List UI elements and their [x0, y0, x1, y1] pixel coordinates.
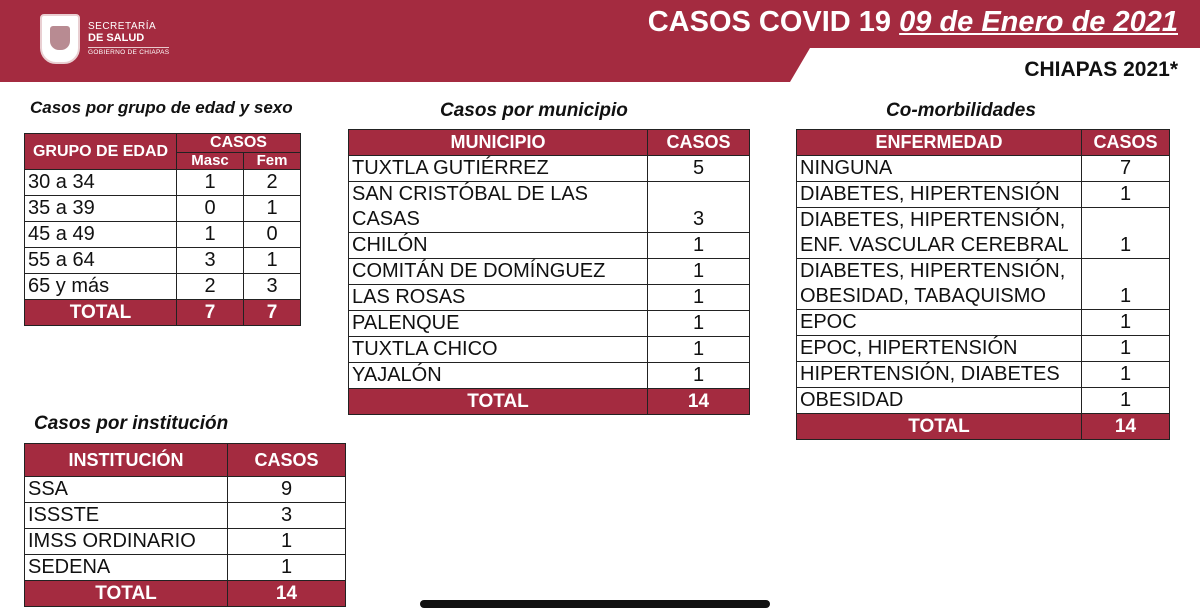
cases-cell: 1: [1082, 310, 1170, 336]
masc-cell: 1: [177, 222, 244, 248]
cases-cell: 1: [1082, 362, 1170, 388]
total-row: [797, 414, 1170, 440]
municipio-header: MUNICIPIO: [349, 130, 648, 156]
enfermedad-cell: OBESIDAD: [797, 388, 1082, 414]
table-row: [25, 274, 301, 300]
age-group-cell: 65 y más: [25, 274, 177, 300]
municipio-cell: CHILÓN: [349, 233, 648, 259]
enfermedad-cell: DIABETES, HIPERTENSIÓN, ENF. VASCULAR CEREBRAL: [797, 208, 1082, 259]
fem-cell: 0: [244, 222, 301, 248]
masc-cell: 0: [177, 196, 244, 222]
total-label: TOTAL: [349, 389, 648, 415]
total-value: 14: [228, 581, 346, 607]
comorbilidades-table: [796, 129, 1170, 440]
age-group-cell: 35 a 39: [25, 196, 177, 222]
cases-cell: 5: [648, 156, 750, 182]
age-sex-title: Casos por grupo de edad y sexo: [30, 98, 293, 117]
table-row: [797, 362, 1170, 388]
fem-cell: 1: [244, 248, 301, 274]
fem-cell: 1: [244, 196, 301, 222]
cases-cell: 7: [1082, 156, 1170, 182]
enfermedad-cell: EPOC: [797, 310, 1082, 336]
municipio-cell: SAN CRISTÓBAL DE LAS CASAS: [349, 182, 648, 233]
enfermedad-cell: DIABETES, HIPERTENSIÓN, OBESIDAD, TABAQUISMO: [797, 259, 1082, 310]
total-value: 14: [648, 389, 750, 415]
masc-cell: 2: [177, 274, 244, 300]
age-group-header: GRUPO DE EDAD: [25, 134, 177, 170]
cases-cell: 1: [648, 311, 750, 337]
municipio-cell: LAS ROSAS: [349, 285, 648, 311]
table-row: [797, 310, 1170, 336]
institucion-header: INSTITUCIÓN: [25, 444, 228, 477]
municipio-cell: TUXTLA CHICO: [349, 337, 648, 363]
cases-cell: 1: [648, 259, 750, 285]
institucion-cell: SSA: [25, 477, 228, 503]
enfermedad-cell: HIPERTENSIÓN, DIABETES: [797, 362, 1082, 388]
total-label: TOTAL: [25, 300, 177, 326]
cases-cell: 3: [648, 182, 750, 233]
table-row: [25, 248, 301, 274]
age-group-cell: 55 a 64: [25, 248, 177, 274]
municipio-cell: PALENQUE: [349, 311, 648, 337]
comorbilidades-title: Co-morbilidades: [886, 100, 1036, 121]
logo-line-3: GOBIERNO DE CHIAPAS: [88, 48, 170, 56]
cases-cell: 1: [1082, 208, 1170, 259]
cases-cell: 3: [228, 503, 346, 529]
fem-cell: 2: [244, 170, 301, 196]
table-row: [25, 196, 301, 222]
comorbilidades-cases-header: CASOS: [1082, 130, 1170, 156]
masc-cell: 1: [177, 170, 244, 196]
institucion-table: [24, 443, 346, 607]
table-row: [25, 555, 346, 581]
total-label: TOTAL: [25, 581, 228, 607]
total-label: TOTAL: [797, 414, 1082, 440]
logo-line-1: SECRETARÍA: [88, 20, 157, 32]
table-row: [797, 156, 1170, 182]
table-row: [797, 388, 1170, 414]
institucion-title: Casos por institución: [34, 413, 229, 434]
table-row: [797, 259, 1170, 310]
fem-header: Fem: [244, 153, 301, 170]
cases-cell: 1: [1082, 388, 1170, 414]
total-row: [349, 389, 750, 415]
age-sex-table: [24, 133, 301, 326]
total-row: [25, 581, 346, 607]
municipio-cell: YAJALÓN: [349, 363, 648, 389]
table-row: [349, 233, 750, 259]
cases-cell: 1: [1082, 336, 1170, 362]
page-title: [648, 6, 1178, 39]
cases-cell: 1: [228, 555, 346, 581]
municipio-table: [348, 129, 750, 415]
cases-cell: 1: [228, 529, 346, 555]
fem-cell: 3: [244, 274, 301, 300]
table-row: [25, 477, 346, 503]
table-row: [349, 363, 750, 389]
municipio-title: Casos por municipio: [440, 100, 628, 121]
cases-cell: 1: [648, 337, 750, 363]
institucion-cell: IMSS ORDINARIO: [25, 529, 228, 555]
total-fem: 7: [244, 300, 301, 326]
cases-cell: 1: [648, 285, 750, 311]
table-row: [25, 529, 346, 555]
enfermedad-cell: EPOC, HIPERTENSIÓN: [797, 336, 1082, 362]
age-group-cell: 45 a 49: [25, 222, 177, 248]
masc-header: Masc: [177, 153, 244, 170]
table-row: [797, 336, 1170, 362]
table-row: [349, 259, 750, 285]
institucion-cell: ISSSTE: [25, 503, 228, 529]
title-date: 09 de Enero de 2021: [899, 6, 1178, 38]
cases-cell: 1: [648, 233, 750, 259]
home-indicator: [420, 600, 770, 608]
table-row: [25, 222, 301, 248]
institucion-cell: SEDENA: [25, 555, 228, 581]
municipio-cell: TUXTLA GUTIÉRREZ: [349, 156, 648, 182]
cases-cell: 9: [228, 477, 346, 503]
table-row: [349, 285, 750, 311]
logo-line-2: DE SALUD: [88, 31, 145, 44]
masc-cell: 3: [177, 248, 244, 274]
enfermedad-header: ENFERMEDAD: [797, 130, 1082, 156]
institucion-cases-header: CASOS: [228, 444, 346, 477]
total-masc: 7: [177, 300, 244, 326]
cases-cell: 1: [648, 363, 750, 389]
municipio-cell: COMITÁN DE DOMÍNGUEZ: [349, 259, 648, 285]
coat-of-arms-icon: [40, 14, 80, 64]
logo: [40, 14, 169, 64]
cases-header: CASOS: [177, 134, 301, 153]
age-group-cell: 30 a 34: [25, 170, 177, 196]
cases-cell: 1: [1082, 259, 1170, 310]
table-row: [349, 156, 750, 182]
table-row: [797, 208, 1170, 259]
table-row: [25, 170, 301, 196]
cases-cell: 1: [1082, 182, 1170, 208]
table-row: [25, 503, 346, 529]
enfermedad-cell: NINGUNA: [797, 156, 1082, 182]
enfermedad-cell: DIABETES, HIPERTENSIÓN: [797, 182, 1082, 208]
title-prefix: CASOS COVID 19: [647, 6, 892, 38]
table-row: [797, 182, 1170, 208]
page-subtitle: CHIAPAS 2021*: [1024, 58, 1178, 81]
table-row: [349, 311, 750, 337]
total-row: [25, 300, 301, 326]
table-row: [349, 337, 750, 363]
municipio-cases-header: CASOS: [648, 130, 750, 156]
table-row: [349, 182, 750, 233]
total-value: 14: [1082, 414, 1170, 440]
